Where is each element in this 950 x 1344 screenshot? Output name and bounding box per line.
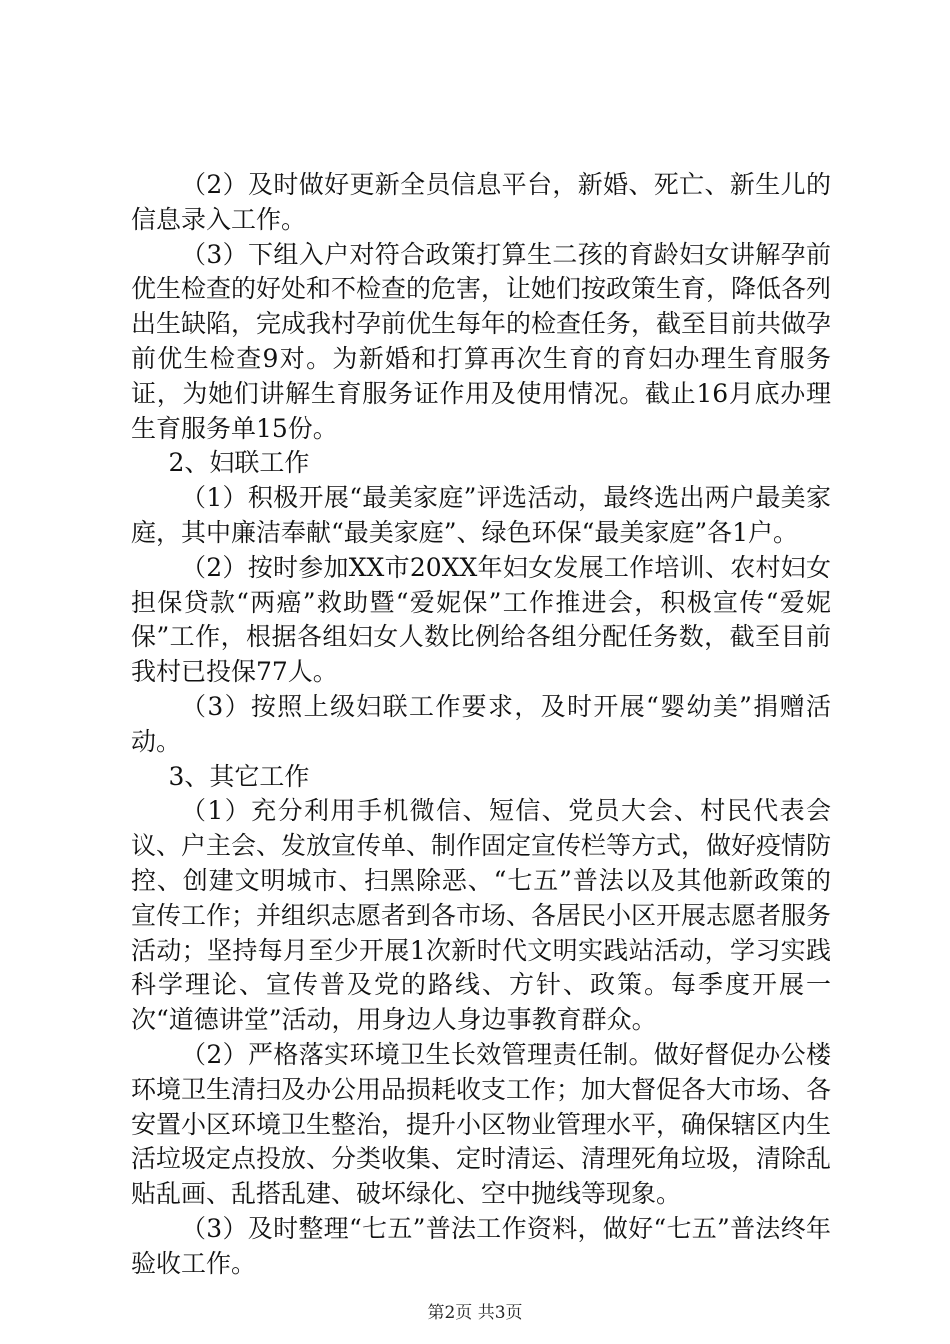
paragraph-prenatal-checks: （3）下组入户对符合政策打算生二孩的育龄妇女讲解孕前优生检查的好处和不检查的危害，让她们按政策生育，降低各列出生缺陷，完成我村孕前优生每年的检查任务，截至目前共做孕前优生检查9对。为新婚和打算再次生育的育妇办理生育服务证，为她们讲解生育服务证作用及使用情况。截止16月底办理生育服务单15份。 [131,239,832,443]
document-body [131,168,831,1282]
paragraph-publicity-work: （1）充分利用手机微信、短信、党员大会、村民代表会议、户主会、发放宣传单、制作固定宣传栏等方式，做好疫情防控、创建文明城市、扫黑除恶、“七五”普法以及其他新政策的宣传工作；并组织志愿者到各市场、各居民小区开展志愿者服务活动；坚持每月至少开展1次新时代文明实践站活动，学习实践科学理论、宣传普及党的路线、方针、政策。每季度开展一次“道德讲堂”活动，用身边人身边事教育群众。 [131,796,832,1035]
paragraph-legal-education: （3）及时整理“七五”普法工作资料，做好“七五”普法终年验收工作。 [131,1213,831,1278]
paragraph-best-family: （1）积极开展“最美家庭”评选活动，最终选出两户最美家庭，其中廉洁奉献“最美家庭”、绿色环保“最美家庭”各1户。 [131,483,831,547]
page-number-footer: 第2页 共3页 [427,1303,523,1323]
section-heading-other-work: 3、其它工作 [168,761,310,791]
paragraph-sanitation: （2）严格落实环境卫生长效管理责任制。做好督促办公楼环境卫生清扫及办公用品损耗收支工作；加大督促各大市场、各安置小区环境卫生整治，提升小区物业管理水平，确保辖区内生活垃圾定点投放、分类收集、定时清运、清理死角垃圾，清除乱贴乱画、乱搭乱建、破坏绿化、空中抛线等现象。 [131,1039,832,1209]
paragraph-donation-activity: （3）按照上级妇联工作要求，及时开展“婴幼美”捐赠活动。 [131,691,831,756]
paragraph-training-insurance: （2）按时参加XX市20XX年妇女发展工作培训、农村妇女担保贷款“两癌”救助暨“爱妮保”工作推进会，积极宣传“爱妮保”工作，根据各组妇女人数比例给各组分配任务数，截至目前我村已投保77人。 [131,552,831,687]
paragraph-update-info-platform: （2）及时做好更新全员信息平台，新婚、死亡、新生儿的信息录入工作。 [131,170,831,234]
section-heading-womens-federation: 2、妇联工作 [168,448,310,478]
